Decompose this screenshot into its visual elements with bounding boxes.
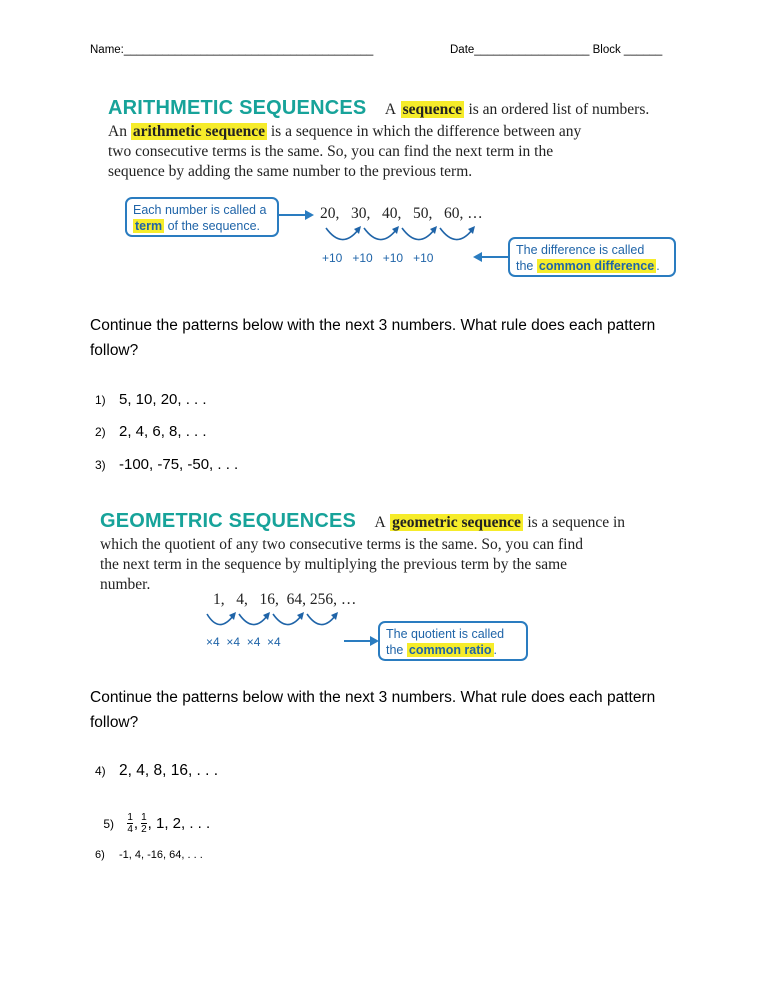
arithmetic-example: 20, 30, 40, 50, 60, … bbox=[320, 205, 483, 222]
geometric-sequence-term: geometric sequence bbox=[392, 514, 521, 531]
arithmetic-sequence-term: arithmetic sequence bbox=[132, 123, 265, 140]
problem-1: 1) 5, 10, 20, . . . bbox=[95, 391, 207, 408]
name-line: Name:_______________________________________ bbox=[90, 44, 374, 56]
fraction-one-half: $\frac{1}{2}$ bbox=[141, 812, 147, 835]
common-ratio-word: common ratio bbox=[408, 643, 492, 657]
problem-2: 2) 2, 4, 6, 8, . . . bbox=[95, 423, 207, 440]
common-difference-word: common difference bbox=[538, 259, 655, 273]
ratio-arrow-icon bbox=[344, 634, 380, 648]
geometric-definition: GEOMETRIC SEQUENCES A geometric sequence is a sequence in which the quotient of any two consecutive terms is the same. So, you can find the next term in the sequence by multiplying the previous term by the same number. bbox=[100, 510, 626, 593]
arithmetic-arcs bbox=[322, 224, 482, 248]
arithmetic-ops: +10 +10 +10 +10 bbox=[322, 251, 434, 265]
common-ratio-callout: The quotient is called the common ratio . bbox=[378, 621, 528, 661]
arithmetic-title: ARITHMETIC SEQUENCES bbox=[108, 97, 367, 119]
term-callout: Each number is called a term of the sequence. bbox=[125, 197, 279, 237]
term-word: term bbox=[135, 219, 163, 233]
problem-3: 3) -100, -75, -50, . . . bbox=[95, 456, 239, 473]
arithmetic-definition: ARITHMETIC SEQUENCES A sequence is an ordered list of numbers. An arithmetic sequence is a sequence in which the difference between any two consecutive terms is the same. So, you can find the next term in the sequence by adding the same number to the previous term. bbox=[108, 97, 650, 180]
geometric-title: GEOMETRIC SEQUENCES bbox=[100, 510, 357, 532]
problem-4: 4) 2, 4, 8, 16, . . . bbox=[95, 762, 219, 779]
problem-6: 6) -1, 4, -16, 64, . . . bbox=[95, 849, 203, 861]
geometric-arcs bbox=[203, 610, 363, 634]
instructions-2: Continue the patterns below with the next 3 numbers. What rule does each pattern follow? bbox=[90, 689, 656, 731]
geometric-example: 1, 4, 16, 64, 256, … bbox=[213, 591, 357, 608]
sequence-term: sequence bbox=[402, 101, 462, 118]
common-difference-callout: The difference is called the common difference . bbox=[508, 237, 676, 277]
term-arrow-icon bbox=[279, 208, 315, 222]
geometric-ops: ×4 ×4 ×4 ×4 bbox=[206, 635, 281, 649]
instructions-1: Continue the patterns below with the next 3 numbers. What rule does each pattern follow? bbox=[90, 317, 656, 359]
date-block-line: Date__________________ Block ______ bbox=[450, 44, 663, 56]
fraction-one-quarter: $\frac{1}{4}$ bbox=[127, 812, 133, 835]
difference-arrow-icon bbox=[472, 250, 508, 264]
problem-5: 5) $\frac{1}{4}$ , $\frac{1}{2}$ , 1, 2, . . . bbox=[103, 812, 211, 835]
